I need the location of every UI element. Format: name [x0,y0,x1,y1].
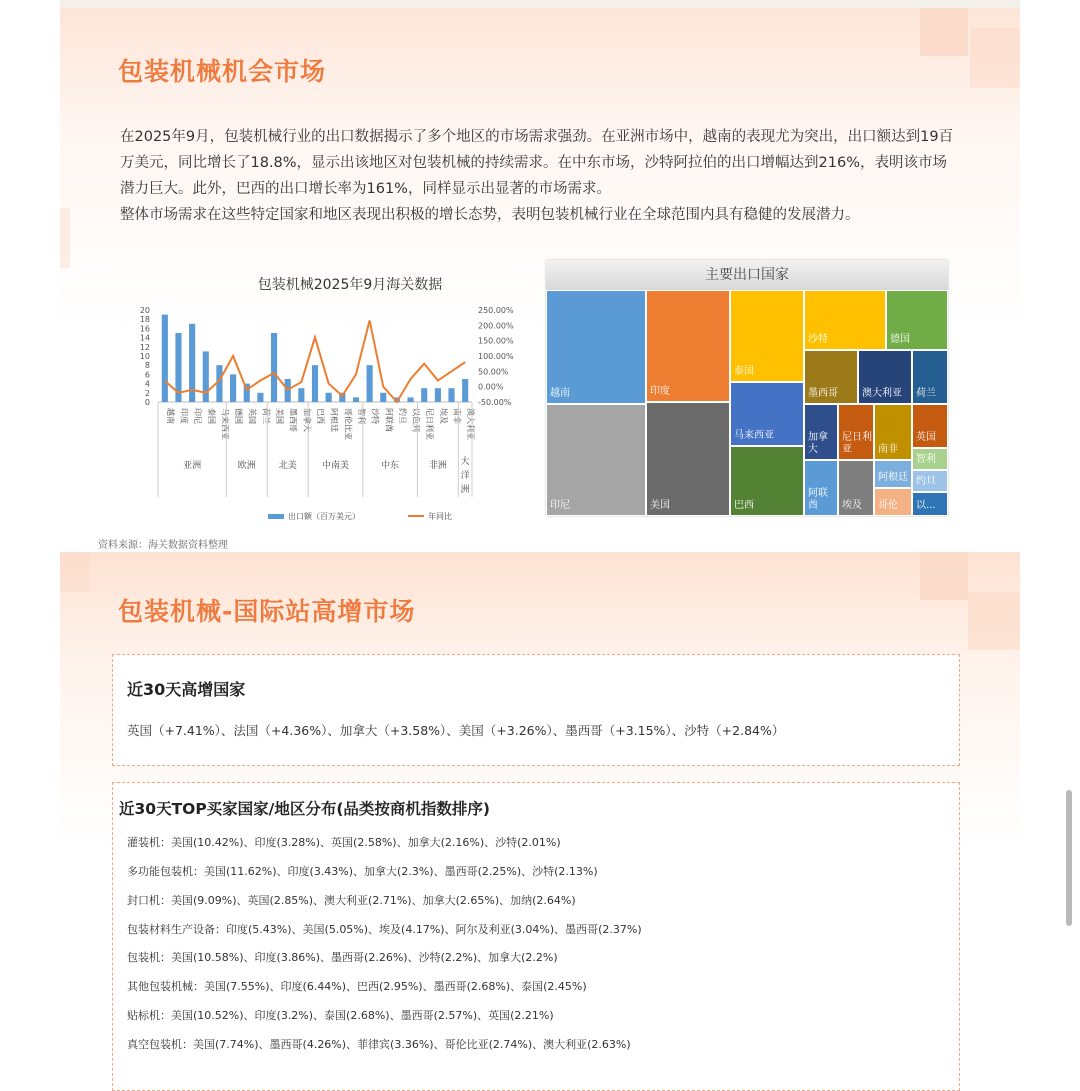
section-opportunity-market [60,8,1020,551]
bar [230,374,236,402]
y-right-tick-label: 250.00% [478,306,514,315]
treemap-cell [874,488,912,516]
x-tick-label: 泰国 [206,408,216,424]
group-label: 北美 [278,461,297,471]
section-high-growth-market [60,552,1020,1091]
treemap-cell [912,448,948,470]
bar [162,315,168,402]
x-tick-label: 埃及 [438,408,448,424]
treemap-cell-label: 印尼 [550,500,570,511]
treemap-cell-label: 阿联酋 [808,488,828,511]
legend-line-label: 年同比 [428,512,452,521]
buyer-line-filling: 灌装机：美国(10.42%)、印度(3.28%)、英国(2.58%)、加拿大(2.16%)、沙特(2.01%) [127,836,561,849]
paragraph-1: 在2025年9月，包装机械行业的出口数据揭示了多个地区的市场需求强劲。在亚洲市场中，越南的表现尤为突出，出口额达到19百万美元，同比增长了18.8%，显示出该地区对包装机械的持续需求。在中东市场，沙特阿拉伯的出口增幅达到216%，表明该市场潜力巨大。此外，巴西的出口增长率为161%，同样显示出显著的市场需求。 [120,129,954,197]
x-tick-label: 越南 [165,408,175,424]
y-right-tick-label: -50.00% [478,398,512,407]
treemap-cell-label: 墨西哥 [808,388,838,399]
buyer-line-multifunction: 多功能包装机：美国(11.62%)、印度(3.43%)、加拿大(2.3%)、墨西哥(2.25%)、沙特(2.13%) [127,865,598,878]
x-tick-label: 英国 [247,408,257,424]
growth-countries-text: 英国（+7.41%）、法国（+4.36%）、加拿大（+3.58%）、美国（+3.26%）、墨西哥（+3.15%）、沙特（+2.84%） [127,723,785,738]
y-right-tick-label: 200.00% [478,321,514,331]
treemap-cell-label: 哥伦 [878,500,898,511]
treemap-cell-label: 智利 [916,454,936,465]
treemap-cell [730,446,804,516]
group-label: 洋 [460,471,470,481]
treemap-cell [838,404,874,460]
group-label: 亚洲 [183,461,202,471]
scrollbar-thumb[interactable] [1066,790,1072,926]
data-source: 资料来源：海关数据资料整理 [98,540,228,551]
y-left-tick-label: 8 [144,361,150,371]
bar-chart-title: 包装机械2025年9月海关数据 [257,277,443,293]
y-right-tick-label: 150.00% [478,336,514,346]
bar [421,388,427,402]
decor-tile [920,8,968,56]
x-tick-label: 以色列 [411,408,421,432]
decor-tile [60,208,70,268]
section-title: 包装机械机会市场 [118,57,327,86]
y-left-tick-label: 0 [144,398,150,407]
x-tick-label: 尼日利亚 [425,408,435,440]
treemap-cell-label: 约旦 [916,476,936,487]
box-title: 近30天TOP买家国家/地区分布(品类按商机指数排序) [119,800,491,818]
y-left-tick-label: 16 [139,324,150,334]
y-left-tick-label: 14 [139,333,150,343]
buyer-line-labeling: 贴标机：美国(10.52%)、印度(3.2%)、泰国(2.68%)、墨西哥(2.57%)、英国(2.21%) [127,1009,554,1022]
treemap-cell-label: 泰国 [734,366,754,377]
buyer-line-vacuum: 真空包装机：美国(7.74%)、墨西哥(4.26%)、菲律宾(3.36%)、哥伦比亚(2.74%)、澳大利亚(2.63%) [127,1038,631,1051]
x-tick-label: 马来西亚 [220,408,230,440]
bar [435,388,441,402]
treemap-cell-label: 马来西亚 [734,430,774,441]
x-tick-label: 印度 [179,408,189,424]
x-tick-label: 澳大利亚 [466,408,476,440]
bar [407,397,413,402]
treemap-cell [646,402,730,516]
legend-bar-label: 出口额（百万美元） [288,512,360,521]
treemap-cell [838,460,874,516]
high-growth-countries-box [112,654,960,766]
box-title: 近30天高增国家 [127,680,246,699]
legend-bar-swatch [268,514,284,519]
x-tick-label: 约旦 [397,408,407,424]
treemap-cell [730,382,804,446]
x-tick-label: 哥伦比亚 [343,408,353,440]
treemap-cell-label: 尼日利亚 [842,432,872,455]
group-label: 大 [460,457,470,467]
y-left-tick-label: 2 [144,388,150,398]
treemap-cell [858,350,912,404]
x-tick-label: 智利 [356,408,366,424]
decor-tile [968,592,1020,650]
x-tick-label: 阿联酋 [384,408,394,432]
treemap-cell-label: 英国 [916,432,936,443]
treemap-cell [804,404,838,460]
section-title: 包装机械-国际站高增市场 [118,597,416,626]
bar-line-chart [120,290,540,528]
x-tick-label: 德国 [234,408,244,424]
bar [271,333,277,402]
group-label: 非洲 [428,461,447,471]
treemap-cell [546,290,646,404]
treemap-cell-label: 加拿大 [808,432,828,455]
x-tick-label: 加拿大 [302,408,312,432]
treemap-cell [804,350,858,404]
treemap-title: 主要出口国家 [546,260,948,290]
group-label: 欧洲 [237,461,256,471]
top-strip [60,0,1020,8]
top-buyers-box [112,782,960,1091]
y-left-tick-label: 12 [139,342,150,352]
x-tick-label: 荷兰 [261,408,271,424]
treemap-cell-label: 澳大利亚 [862,388,902,399]
bar [353,397,359,402]
bar [298,388,304,402]
buyer-line-material: 包装材料生产设备：印度(5.43%)、美国(5.05%)、埃及(4.17%)、阿尔及利亚(3.04%)、墨西哥(2.37%) [127,923,642,936]
treemap-cell [804,460,838,516]
y-left-tick-label: 18 [139,315,150,325]
treemap-cell-label: 越南 [550,388,570,399]
treemap-cell [804,290,886,350]
treemap-cell [912,492,948,516]
y-right-tick-label: 50.00% [478,367,509,377]
treemap-cell [546,404,646,516]
bar [367,365,373,402]
y-left-tick-label: 6 [144,370,150,380]
bar [462,379,468,402]
y-left-tick-label: 20 [139,306,150,315]
treemap-cell-label: 美国 [650,500,670,511]
treemap-cell [912,404,948,448]
y-right-tick-label: 100.00% [478,352,514,361]
paragraph-2: 整体市场需求在这些特定国家和地区表现出积极的增长态势，表明包装机械行业在全球范围内具有稳健的发展潜力。 [120,207,860,223]
bar [326,393,332,402]
treemap-cell-label: 巴西 [734,500,754,511]
x-tick-label: 印尼 [193,408,203,424]
x-tick-label: 巴西 [316,408,325,424]
x-tick-label: 墨西哥 [288,408,298,432]
bar [448,388,454,402]
x-tick-label: 沙特 [370,408,380,424]
x-tick-label: 南非 [452,408,462,424]
group-label: 洲 [460,485,470,495]
treemap-cell [912,350,948,404]
treemap-cell-label: 阿根廷 [878,472,908,483]
y-right-tick-label: 0.00% [478,382,504,392]
treemap-cell [874,404,912,460]
x-tick-label: 阿根廷 [329,408,339,432]
group-label: 中东 [381,461,400,471]
x-tick-label: 美国 [275,408,285,424]
treemap-cell [730,290,804,382]
treemap-cell-label: 荷兰 [916,388,936,399]
group-label: 中南美 [321,461,349,471]
y-left-tick-label: 4 [144,379,150,389]
bar [203,351,209,402]
treemap-cell-label: 南非 [878,444,898,455]
treemap-cell-label: 印度 [650,386,670,397]
decor-tile [60,552,90,592]
buyer-line-packing: 包装机：美国(10.58%)、印度(3.86%)、墨西哥(2.26%)、沙特(2.2%)、加拿大(2.2%) [127,951,558,964]
treemap-cell [912,470,948,492]
treemap-cell-label: 沙特 [808,334,828,345]
y-left-tick-label: 10 [139,352,150,361]
intro-text [120,124,960,228]
treemap-cell-label: 以... [916,500,936,511]
report-page [60,0,1020,1091]
treemap-cell [886,290,948,350]
buyer-line-sealing: 封口机：美国(9.09%)、英国(2.85%)、澳大利亚(2.71%)、加拿大(2.65%)、加纳(2.64%) [127,894,576,907]
buyer-line-other: 其他包装机械：美国(7.55%)、印度(6.44%)、巴西(2.95%)、墨西哥(2.68%)、泰国(2.45%) [127,980,587,993]
treemap-cell-label: 德国 [890,334,910,345]
decor-tile [970,28,1020,88]
treemap-cell-label: 埃及 [842,500,862,511]
treemap-cell [874,460,912,488]
bar [257,393,263,402]
bar [312,365,318,402]
treemap-chart [546,260,948,516]
treemap-cell [646,290,730,402]
bar [380,393,386,402]
decor-tile [920,552,968,600]
